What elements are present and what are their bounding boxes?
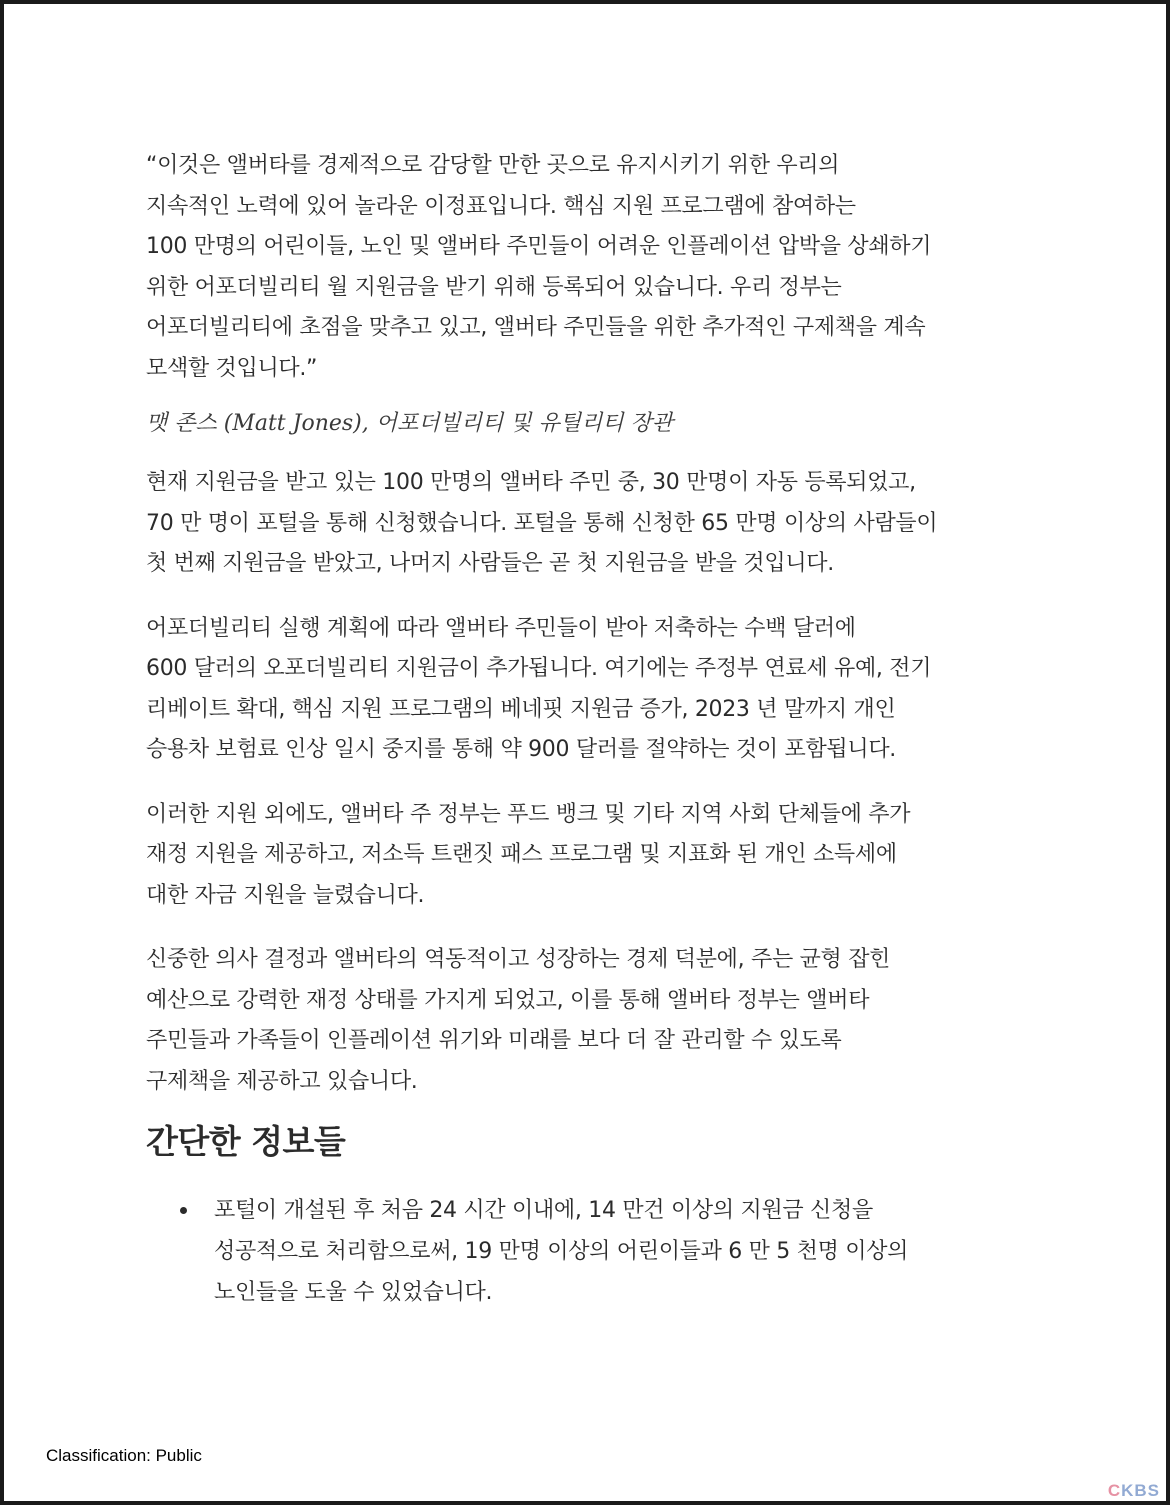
body-paragraph	[146, 609, 1046, 771]
list-item-line: 성공적으로 처리함으로써, 19 만명 이상의 어린이들과 6 만 5 천명 이상의	[214, 1239, 909, 1264]
section-heading: 간단한 정보들	[146, 1122, 346, 1161]
paragraph-line: 승용차 보험료 인상 일시 중지를 통해 약 900 달러를 절약하는 것이 포함됩니다.	[146, 737, 896, 762]
paragraph-line: 이러한 지원 외에도, 앨버타 주 정부는 푸드 뱅크 및 기타 지역 사회 단체들에 추가	[146, 801, 911, 827]
bullet-icon	[180, 1207, 187, 1214]
quote-paragraph	[146, 146, 1046, 389]
paragraph-line: 리베이트 확대, 핵심 지원 프로그램의 베네핏 지원금 증가, 2023 년 말까지 개인	[146, 696, 896, 722]
paragraph-line: 어포더빌리티 실행 계획에 따라 앨버타 주민들이 받아 저축하는 수백 달러에	[146, 615, 856, 641]
quote-line: 어포더빌리티에 초점을 맞추고 있고, 앨버타 주민들을 위한 추가적인 구제책을 계속	[146, 315, 926, 340]
list-item	[180, 1190, 1046, 1313]
paragraph-line: 첫 번째 지원금을 받았고, 나머지 사람들은 곧 첫 지원금을 받을 것입니다.	[146, 551, 834, 576]
body-paragraph	[146, 795, 1046, 917]
quote-attribution: 맷 존스 (Matt Jones), 어포더빌리티 및 유틸리티 장관	[146, 411, 674, 436]
body-paragraph	[146, 463, 1046, 585]
paragraph-line: 주민들과 가족들이 인플레이션 위기와 미래를 보다 더 잘 관리할 수 있도록	[146, 1028, 842, 1053]
quote-line: 지속적인 노력에 있어 놀라운 이정표입니다. 핵심 지원 프로그램에 참여하는	[146, 193, 856, 219]
quote-line: “이것은 앨버타를 경제적으로 감당할 만한 곳으로 유지시키기 위한 우리의	[146, 153, 840, 178]
paragraph-line: 70 만 명이 포털을 통해 신청했습니다. 포털을 통해 신청한 65 만명 이상의 사람들이	[146, 510, 938, 536]
classification-label: Classification: Public	[46, 1446, 202, 1465]
paragraph-line: 재정 지원을 제공하고, 저소득 트랜짓 패스 프로그램 및 지표화 된 개인 소득세에	[146, 842, 897, 867]
paragraph-line: 예산으로 강력한 재정 상태를 가지게 되었고, 이를 통해 앨버타 정부는 앨버타	[146, 987, 870, 1013]
facts-list	[180, 1190, 1046, 1313]
watermark-letter-c: C	[1107, 1481, 1122, 1500]
list-item-line: 포털이 개설된 후 처음 24 시간 이내에, 14 만건 이상의 지원금 신청을	[214, 1198, 873, 1223]
paragraph-line: 대한 자금 지원을 늘렸습니다.	[146, 882, 425, 908]
article-body	[146, 146, 1046, 1313]
paragraph-line: 구제책을 제공하고 있습니다.	[146, 1068, 418, 1094]
quote-line: 100 만명의 어린이들, 노인 및 앨버타 주민들이 어려운 인플레이션 압박을 상쇄하기	[146, 234, 932, 259]
paragraph-line: 600 달러의 오포더빌리티 지원금이 추가됩니다. 여기에는 주정부 연료세 유예, 전기	[146, 656, 932, 681]
body-paragraph	[146, 940, 1046, 1102]
paragraph-line: 현재 지원금을 받고 있는 100 만명의 앨버타 주민 중, 30 만명이 자동 등록되었고,	[146, 470, 916, 495]
list-item-line: 노인들을 도울 수 있었습니다.	[214, 1280, 493, 1305]
paragraph-line: 신중한 의사 결정과 앨버타의 역동적이고 성장하는 경제 덕분에, 주는 균형 잡힌	[146, 947, 891, 972]
quote-line: 모색할 것입니다.”	[146, 355, 318, 381]
quote-line: 위한 어포더빌리티 월 지원금을 받기 위해 등록되어 있습니다. 우리 정부는	[146, 274, 842, 300]
ckbs-watermark-logo	[1108, 1481, 1160, 1501]
watermark-letters: KBS	[1121, 1481, 1160, 1500]
